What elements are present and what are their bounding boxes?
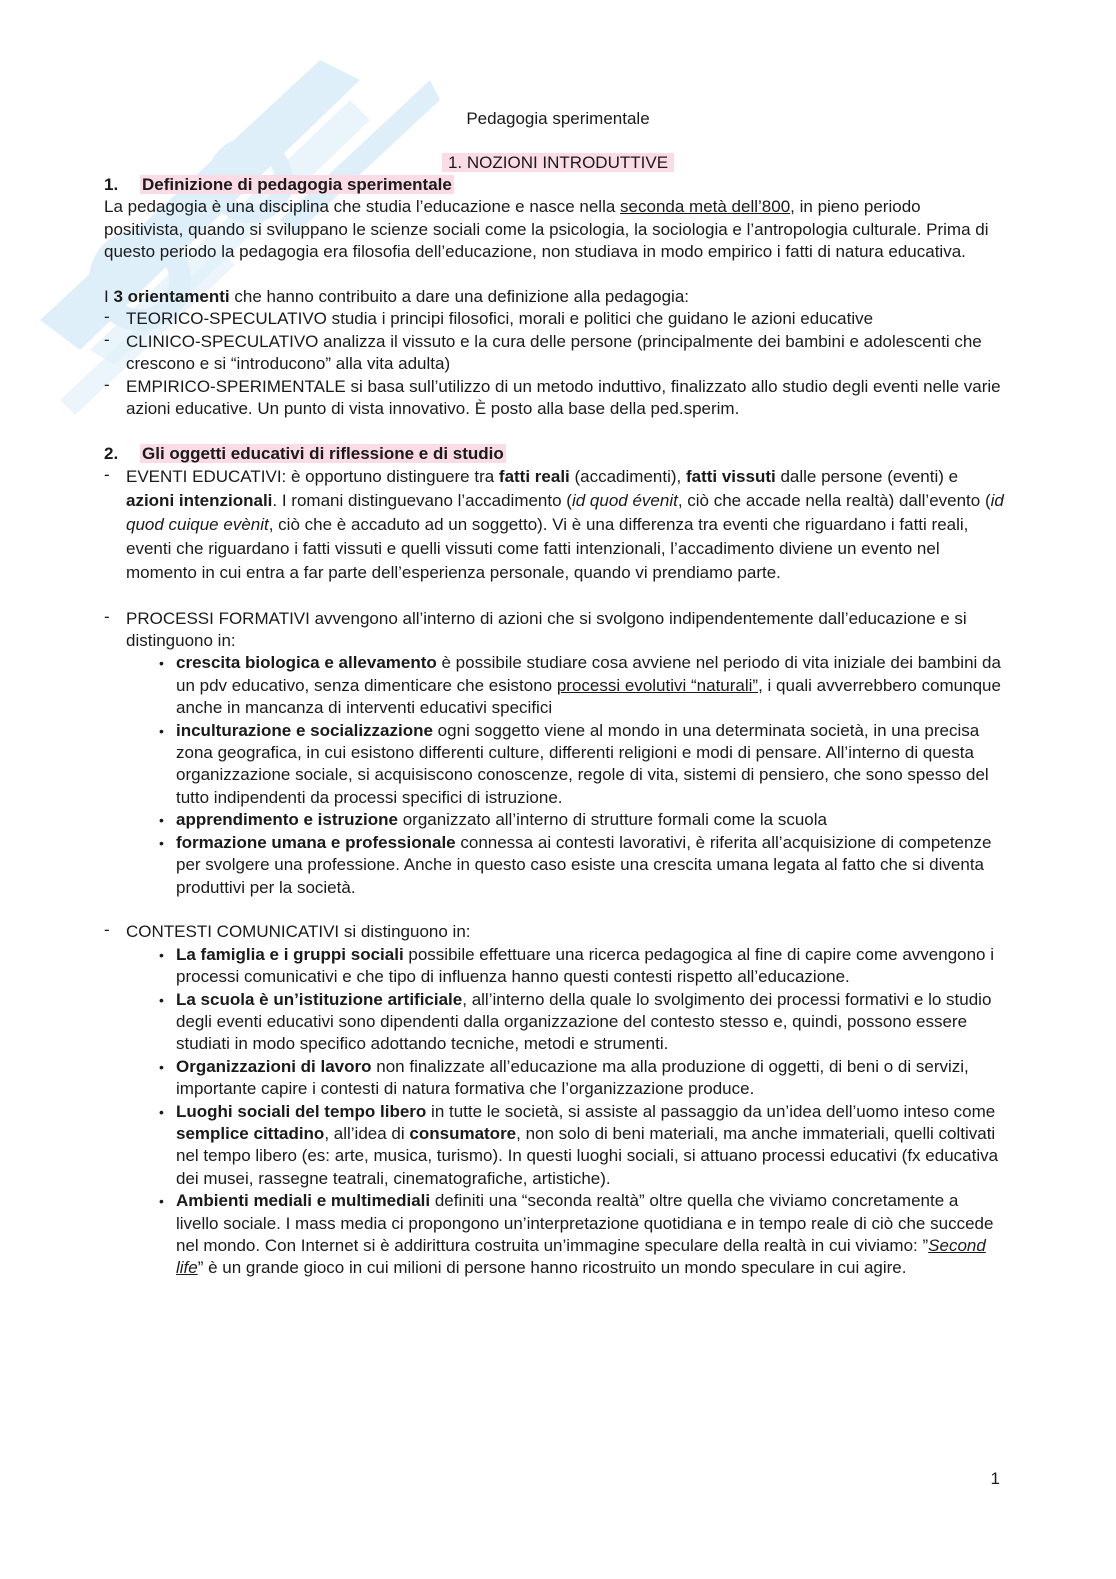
list-item: - CLINICO-SPECULATIVO analizza il vissuto e la cura delle persone (principalmente dei bambini e adolescenti che crescono e si “introducono” alla vita adulta) (104, 331, 1004, 376)
orientamenti-intro (104, 286, 1004, 308)
bold-text: fatti vissuti (685, 467, 776, 487)
section-1-heading (104, 174, 1004, 196)
bold-text: 3 orientamenti (113, 287, 230, 307)
text-run: , ciò che è accaduto ad un soggetto). Vi è una differenza tra eventi che riguardano i fatti reali, eventi che riguardano i fatti vissuti e quelli vissuti come fatti intenzionali, l’accadimento diviene un evento nel momento in cui entra a far parte dell’esperienza personale, quando vi prendiamo parte. (126, 515, 969, 583)
bullet-item (154, 944, 1004, 989)
bold-text: crescita biologica e allevamento (176, 653, 437, 673)
text-run: , all’idea di (324, 1123, 410, 1143)
bullet-item (154, 989, 1004, 1056)
text-run: CONTESTI COMUNICATIVI si distinguono in: (126, 922, 471, 942)
processi-sublist (126, 652, 1004, 898)
text-run: è possibile studiare cosa avviene nel periodo di vita iniziale dei bambini da un pdv educativo, senza dimenticare che esistono (176, 653, 1001, 695)
list-item-processi (104, 608, 1004, 899)
bold-text: inculturazione e socializzazione (176, 720, 433, 740)
text-run: in tutte le società, si assiste al passaggio da un’idea dell’uomo inteso come (426, 1101, 996, 1121)
text-run: definiti una “seconda realtà” oltre quella che viviamo concretamente a livello sociale. I mass media ci propongono un’interpretazione quotidiana e in tempo reale di ciò che succede nel mondo. Con Internet si è addirittura costruita un’immagine speculare della realtà in cui viviamo: ” (176, 1191, 994, 1255)
text-run: , i quali avverrebbero comunque anche in mancanza di interventi educativi specifici (176, 675, 1001, 718)
text-run: connessa ai contesti lavorativi, è riferita all’acquisizione di competenze per svolgere una professione. Anche in questo caso esiste una crescita umana legata al fatto che si diventa produttivi per la società. (176, 832, 992, 897)
bold-text: semplice cittadino (176, 1123, 325, 1143)
underlined-text: seconda metà dell’800 (620, 197, 791, 217)
bold-text: La scuola è un’istituzione artificiale (176, 989, 463, 1009)
chapter-heading-text: 1. NOZIONI INTRODUTTIVE (442, 153, 674, 172)
text-run: non finalizzate all’educazione ma alla produzione di oggetti, di beni o di servizi, importante capire i contesti di natura formativa che l’organizzazione produce. (176, 1056, 969, 1099)
text-run: , ciò che accade nella realtà) dall’evento ( (677, 491, 991, 511)
text-run: , in pieno periodo positivista, quando si sviluppano le scienze sociali come la psicologia, la sociologia e l’antropologia culturale. Prima di questo periodo la pedagogia era filosofia dell’educazione, non studiava in modo empirico i fatti di natura educativa. (104, 197, 989, 262)
bold-text: Organizzazioni di lavoro (176, 1056, 372, 1076)
bullet-item (154, 1056, 1004, 1101)
list-item-eventi (104, 465, 1004, 585)
document-body (104, 174, 1004, 1280)
text-run: possibile effettuare una ricerca pedagogica al fine di capire come avvengono i processi comunicativi e che tipo di influenza hanno questi contesti rispetto all’educazione. (176, 944, 995, 987)
bullet-item (154, 832, 1004, 899)
underlined-text: processi evolutivi “naturali” (556, 675, 759, 695)
bullet-item (154, 1101, 1004, 1191)
orientamenti-list (104, 308, 1004, 420)
text-run: , all’interno della quale lo svolgimento dei processi formativi e lo studio degli eventi educativi sono dipendenti dalla organizzazione del contesto stesso e, quindi, possono essere studiati in modo specifico adottando tecniche, metodi e strumenti. (176, 989, 992, 1054)
eventi-list (104, 465, 1004, 585)
text-run: ogni soggetto viene al mondo in una determinata società, in una precisa zona geografica, in cui esistono differenti culture, differenti religioni e modi di pensare. All’interno di questa organizzazione sociale, si acquisiscono conoscenze, regole di vita, sistemi di pensiero, che sono spesso del tutto indipendenti da processi specifici di istruzione. (176, 720, 989, 807)
bold-text: azioni intenzionali (126, 491, 273, 511)
text-run: PROCESSI FORMATIVI avvengono all’interno di azioni che si svolgono indipendentemente dall’educazione e si distinguono in: (126, 608, 967, 651)
bold-text: apprendimento e istruzione (176, 810, 398, 830)
text-run: che hanno contribuito a dare una definizione alla pedagogia: (229, 287, 690, 307)
page-number: 1 (990, 1469, 1000, 1488)
list-item-contesti (104, 921, 1004, 1280)
list-item: - TEORICO-SPECULATIVO studia i principi filosofici, morali e politici che guidano le azioni educative (104, 308, 1004, 330)
text-run: I (104, 287, 114, 307)
section-2-number: 2. (104, 443, 119, 463)
chapter-heading (0, 152, 1116, 174)
bold-text: La famiglia e i gruppi sociali (176, 944, 404, 964)
section-2-heading (104, 443, 1004, 465)
text-run: (accadimenti), (569, 467, 686, 487)
text-run: , non solo di beni materiali, ma anche immateriali, quelli coltivati nel tempo libero (es: arte, musica, turismo). In questi luoghi sociali, si attuano processi educativi (fx educativa dei musei, rassegne teatrali, cinematografiche, artistiche). (176, 1123, 999, 1188)
bullet-item (154, 1190, 1004, 1280)
section-2-title: Gli oggetti educativi di riflessione e di studio (142, 443, 504, 463)
text-run: EVENTI EDUCATIVI: è opportuno distinguere tra (126, 467, 499, 487)
bold-text: Luoghi sociali del tempo libero (176, 1101, 427, 1121)
document-title: Pedagogia sperimentale (466, 109, 650, 128)
italic-text: id quod cuique evènit (126, 491, 1004, 535)
bullet-item (154, 652, 1004, 719)
list-item: - EMPIRICO-SPERIMENTALE si basa sull’utilizzo di un metodo induttivo, finalizzato allo studio degli eventi nelle varie azioni educative. Un punto di vista innovativo. È posto alla base della ped.sperim. (104, 376, 1004, 421)
bullet-item (154, 809, 1004, 831)
contesti-list (104, 921, 1004, 1280)
bold-text: consumatore (409, 1123, 517, 1143)
text-run: La pedagogia è una disciplina che studia l’educazione e nasce nella (104, 197, 621, 217)
bold-text: formazione umana e professionale (176, 832, 456, 852)
bullet-item (154, 720, 1004, 810)
contesti-sublist (126, 944, 1004, 1280)
text-run: . I romani distinguevano l’accadimento ( (272, 491, 572, 511)
text-run: ” è un grande gioco in cui milioni di persone hanno ricostruito un mondo speculare in cui agire. (197, 1258, 907, 1278)
section-1-number: 1. (104, 175, 119, 194)
text-run: organizzato all’interno di strutture formali come la scuola (397, 810, 827, 830)
processi-list (104, 608, 1004, 899)
bold-text: fatti reali (498, 467, 570, 487)
italic-text: id quod évenit (571, 491, 678, 511)
italic-underlined-text: Second life (176, 1236, 986, 1278)
section-1-paragraph (104, 196, 1004, 263)
section-1-title: Definizione di pedagogia sperimentale (142, 175, 452, 194)
text-run: dalle persone (eventi) e (775, 467, 959, 487)
bold-text: Ambienti mediali e multimediali (176, 1191, 431, 1211)
